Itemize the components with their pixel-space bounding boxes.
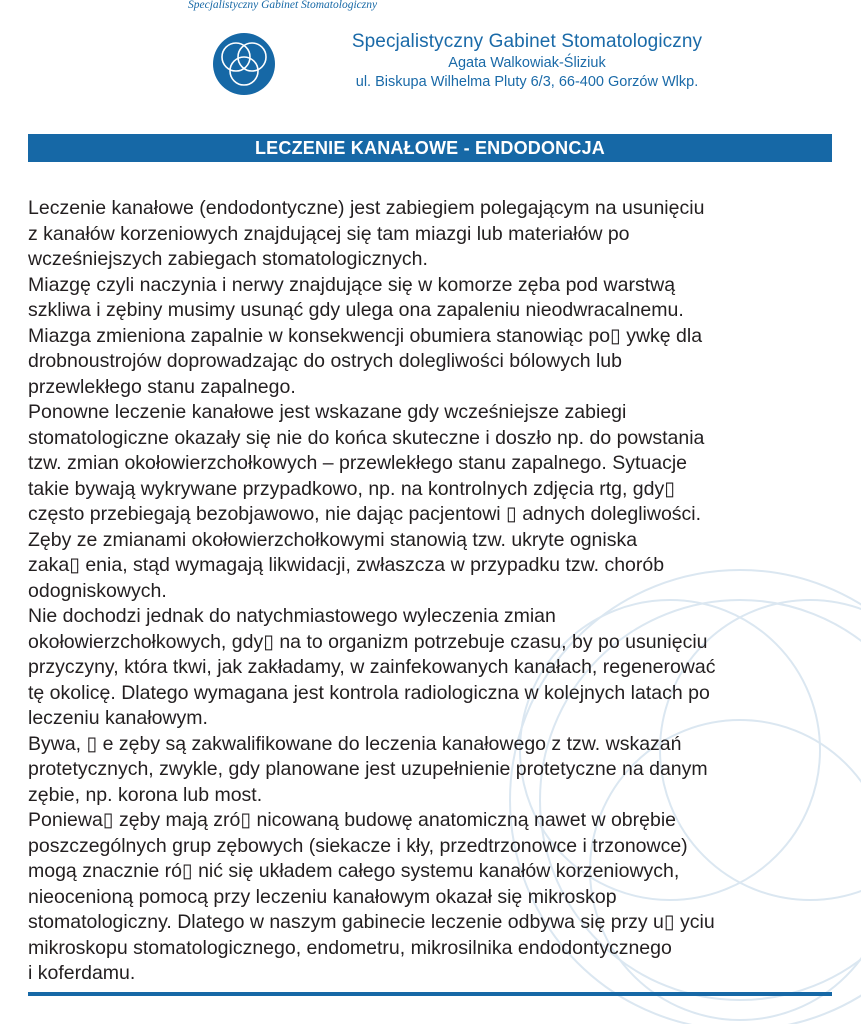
body-line: przyczyny, która tkwi, jak zakładamy, w zainfekowanych kanałach, regenerować: [28, 656, 716, 678]
body-line: mogą znacznie ró▯ nić się układem całego systemu kanałów korzeniowych,: [28, 860, 680, 882]
body-line: stomatologiczny. Dlatego w naszym gabinecie leczenie odbywa się przy u▯ yciu: [28, 911, 715, 933]
body-line: Zęby ze zmianami okołowierzchołkowymi stanowią tzw. ukryte ogniska: [28, 528, 638, 551]
body-line: często przebiegają bezobjawowo, nie dając pacjentowi ▯ adnych dolegliwości.: [28, 503, 702, 525]
body-line: zębie, np. korona lub most.: [28, 783, 263, 806]
article-body: [28, 196, 834, 987]
body-line: odogniskowych.: [28, 579, 167, 602]
clinic-header: [322, 30, 732, 92]
body-line: Ponowne leczenie kanałowe jest wskazane gdy wcześniejsze zabiegi: [28, 401, 627, 423]
bottom-divider: [28, 992, 832, 996]
body-line: przewlekłego stanu zapalnego.: [28, 375, 296, 398]
body-line: leczeniu kanałowym.: [28, 707, 208, 729]
clinic-name: Specjalistyczny Gabinet Stomatologiczny: [351, 31, 703, 52]
body-line: stomatologiczne okazały się nie do końca skuteczne i doszło np. do powstania: [28, 426, 705, 449]
body-line: z kanałów korzeniowych znajdującej się tam miazgi lub materiałów po: [28, 222, 630, 245]
page-title: LECZENIE KANAŁOWE - ENDODONCJA: [28, 134, 832, 162]
body-line: poszczególnych grup zębowych (siekacze i kły, przedtrzonowce i trzonowce): [28, 834, 688, 857]
body-line: Bywa, ▯ e zęby są zakwalifikowane do leczenia kanałowego z tzw. wskazań: [28, 732, 682, 755]
body-line: Nie dochodzi jednak do natychmiastowego wyleczenia zmian: [28, 605, 556, 627]
body-line: takie bywają wykrywane przypadkowo, np. na kontrolnych zdjęcia rtg, gdy▯: [28, 477, 675, 500]
body-line: Miazgę czyli naczynia i nerwy znajdujące się w komorze zęba pod warstwą: [28, 273, 676, 296]
body-line: zaka▯ enia, stąd wymagają likwidacji, zwłaszcza w przypadku tzw. chorób: [28, 554, 665, 576]
clinic-address: ul. Biskupa Wilhelma Pluty 6/3, 66-400 Gorzów Wlkp.: [355, 74, 699, 90]
body-line: nieocenioną pomocą przy leczeniu kanałowym okazał się mikroskop: [28, 885, 617, 908]
body-line: okołowierzchołkowych, gdy▯ na to organizm potrzebuje czasu, by po usunięciu: [28, 630, 708, 653]
body-line: tzw. zmian okołowierzchołkowych – przewlekłego stanu zapalnego. Sytuacje: [28, 452, 688, 474]
body-line: mikroskopu stomatologicznego, endometru, mikrosilnika endodontycznego: [28, 936, 672, 959]
body-line: Miazga zmieniona zapalnie w konsekwencji obumiera stanowiąc po▯ ywkę dla: [28, 324, 703, 347]
body-line: i koferdamu.: [28, 962, 136, 984]
logo-text: Specjalistyczny Gabinet Stomatologiczny: [188, 0, 378, 11]
body-line: tę okolicę. Dlatego wymagana jest kontrola radiologiczna w kolejnych latach po: [28, 681, 710, 704]
clinic-logo: [188, 0, 378, 120]
body-line: drobnoustrojów doprowadzając do ostrych dolegliwości bólowych lub: [28, 350, 622, 372]
body-line: szkliwa i zębiny musimy usunąć gdy ulega ona zapaleniu nieodwracalnemu.: [28, 299, 684, 321]
body-line: wcześniejszych zabiegach stomatologicznych.: [28, 248, 428, 270]
doctor-name: Agata Walkowiak-Śliziuk: [448, 55, 606, 71]
body-line: Leczenie kanałowe (endodontyczne) jest zabiegiem polegającym na usunięciu: [28, 197, 705, 219]
body-line: protetycznych, zwykle, gdy planowane jest uzupełnienie protetyczne na danym: [28, 758, 708, 780]
body-line: Poniewa▯ zęby mają zró▯ nicowaną budowę anatomiczną nawet w obrębie: [28, 809, 676, 831]
